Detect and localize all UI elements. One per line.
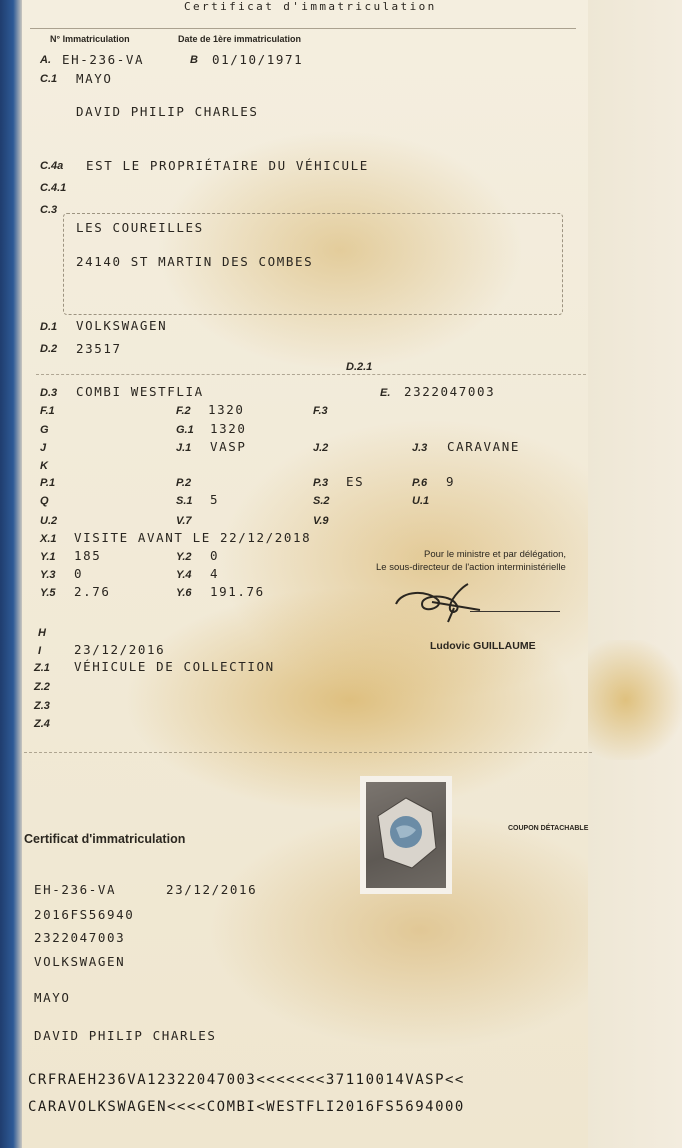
field-c1-firstnames: DAVID PHILIP CHARLES bbox=[76, 104, 259, 119]
field-y2-value: 0 bbox=[210, 548, 220, 563]
field-d1-label: D.1 bbox=[40, 321, 58, 333]
coupon-date: 23/12/2016 bbox=[166, 882, 258, 897]
field-c3-label: C.3 bbox=[40, 204, 58, 216]
paper-stain bbox=[588, 640, 682, 760]
coupon-surname: MAYO bbox=[34, 990, 71, 1005]
field-i-value: 23/12/2016 bbox=[74, 642, 166, 657]
field-z2-label: Z.2 bbox=[34, 681, 50, 693]
field-y5-label: Y.5 bbox=[40, 587, 56, 599]
field-f2-label: F.2 bbox=[176, 405, 191, 417]
field-y3-value: 0 bbox=[74, 566, 84, 581]
field-f1-label: F.1 bbox=[40, 405, 55, 417]
field-p1-label: P.1 bbox=[40, 477, 56, 489]
field-k-label: K bbox=[40, 460, 48, 472]
field-v7-label: V.7 bbox=[176, 515, 192, 527]
field-d3-label: D.3 bbox=[40, 387, 58, 399]
field-j1-value: VASP bbox=[210, 439, 247, 454]
paper-edge bbox=[588, 0, 682, 1148]
field-y1-value: 185 bbox=[74, 548, 102, 563]
field-s1-value: 5 bbox=[210, 492, 220, 507]
field-p2-label: P.2 bbox=[176, 477, 192, 489]
field-a-value: EH-236-VA bbox=[62, 52, 145, 67]
field-d21-label: D.2.1 bbox=[346, 361, 373, 373]
field-d1-value: VOLKSWAGEN bbox=[76, 318, 168, 333]
field-j3-value: CARAVANE bbox=[447, 439, 521, 454]
field-j2-label: J.2 bbox=[313, 442, 329, 454]
field-g1-value: 1320 bbox=[210, 421, 247, 436]
field-g1-label: G.1 bbox=[176, 424, 194, 436]
field-z3-label: Z.3 bbox=[34, 700, 50, 712]
field-f3-label: F.3 bbox=[313, 405, 328, 417]
coupon-firstnames: DAVID PHILIP CHARLES bbox=[34, 1028, 217, 1043]
field-p3-value: ES bbox=[346, 474, 365, 489]
divider bbox=[24, 752, 592, 753]
signature-line bbox=[470, 611, 560, 612]
field-d2-label: D.2 bbox=[40, 343, 58, 355]
field-d3-value: COMBI WESTFLIA bbox=[76, 384, 204, 399]
signature-icon bbox=[392, 582, 492, 624]
mrz-line1: CRFRAEH236VA12322047003<<<<<<<37110014VASP<< bbox=[28, 1072, 465, 1088]
document-title: Certificat d'immatriculation bbox=[184, 0, 437, 13]
field-y4-value: 4 bbox=[210, 566, 220, 581]
coupon-reg: EH-236-VA bbox=[34, 882, 117, 897]
field-j-label: J bbox=[40, 442, 47, 454]
field-c1-value: MAYO bbox=[76, 71, 113, 86]
field-c41-label: C.4.1 bbox=[40, 182, 67, 194]
field-d2-value: 23517 bbox=[76, 341, 122, 356]
signatory-name: Ludovic GUILLAUME bbox=[430, 640, 536, 652]
coupon-detachable-label: COUPON DÉTACHABLE bbox=[508, 825, 589, 832]
field-y1-label: Y.1 bbox=[40, 551, 56, 563]
address-line2: 24140 ST MARTIN DES COMBES bbox=[76, 254, 314, 269]
field-p6-label: P.6 bbox=[412, 477, 428, 489]
field-z1-label: Z.1 bbox=[34, 662, 50, 674]
field-b-label: B bbox=[190, 54, 198, 66]
field-j1-label: J.1 bbox=[176, 442, 192, 454]
field-i-label: I bbox=[38, 645, 42, 657]
field-j3-label: J.3 bbox=[412, 442, 428, 454]
field-h-label: H bbox=[38, 627, 46, 639]
field-y3-label: Y.3 bbox=[40, 569, 56, 581]
coupon-doc-number: 2016FS56940 bbox=[34, 907, 135, 922]
field-x1-value: VISITE AVANT LE 22/12/2018 bbox=[74, 530, 312, 545]
field-q-label: Q bbox=[40, 495, 49, 507]
field-u1-label: U.1 bbox=[412, 495, 430, 507]
field-p3-label: P.3 bbox=[313, 477, 329, 489]
fiscal-stamp bbox=[360, 776, 452, 894]
field-b-value: 01/10/1971 bbox=[212, 52, 304, 67]
field-e-label: E. bbox=[380, 387, 391, 399]
field-s2-label: S.2 bbox=[313, 495, 330, 507]
field-c4a-label: C.4a bbox=[40, 160, 64, 172]
field-e-value: 2322047003 bbox=[404, 384, 496, 399]
first-reg-label: Date de 1ère immatriculation bbox=[178, 34, 302, 44]
field-y6-label: Y.6 bbox=[176, 587, 192, 599]
field-z1-value: VÉHICULE DE COLLECTION bbox=[74, 659, 275, 674]
field-z4-label: Z.4 bbox=[34, 718, 50, 730]
coupon-vin: 2322047003 bbox=[34, 930, 126, 945]
coupon-make: VOLKSWAGEN bbox=[34, 954, 126, 969]
divider bbox=[36, 374, 586, 375]
field-v9-label: V.9 bbox=[313, 515, 329, 527]
coupon-title: Certificat d'immatriculation bbox=[24, 832, 186, 846]
field-u2-label: U.2 bbox=[40, 515, 58, 527]
field-y4-label: Y.4 bbox=[176, 569, 192, 581]
field-c1-label: C.1 bbox=[40, 73, 58, 85]
field-y5-value: 2.76 bbox=[74, 584, 111, 599]
signature-line2: Le sous-directeur de l'action interministérielle bbox=[376, 562, 566, 573]
reg-number-label: N° Immatriculation bbox=[50, 34, 130, 44]
field-y2-label: Y.2 bbox=[176, 551, 192, 563]
field-c4a-value: EST LE PROPRIÉTAIRE DU VÉHICULE bbox=[86, 158, 369, 173]
divider bbox=[30, 28, 576, 29]
field-g-label: G bbox=[40, 424, 49, 436]
stamp-emblem-icon bbox=[366, 782, 446, 888]
mrz-line2: CARAVOLKSWAGEN<<<<COMBI<WESTFLI2016FS5694000 bbox=[28, 1099, 465, 1115]
field-y6-value: 191.76 bbox=[210, 584, 265, 599]
field-s1-label: S.1 bbox=[176, 495, 193, 507]
field-f2-value: 1320 bbox=[208, 402, 245, 417]
field-a-label: A. bbox=[40, 54, 51, 66]
field-x1-label: X.1 bbox=[40, 533, 57, 545]
address-line1: LES COUREILLES bbox=[76, 220, 204, 235]
field-p6-value: 9 bbox=[446, 474, 456, 489]
signature-line1: Pour le ministre et par délégation, bbox=[424, 549, 567, 560]
background-surface bbox=[0, 0, 22, 1148]
